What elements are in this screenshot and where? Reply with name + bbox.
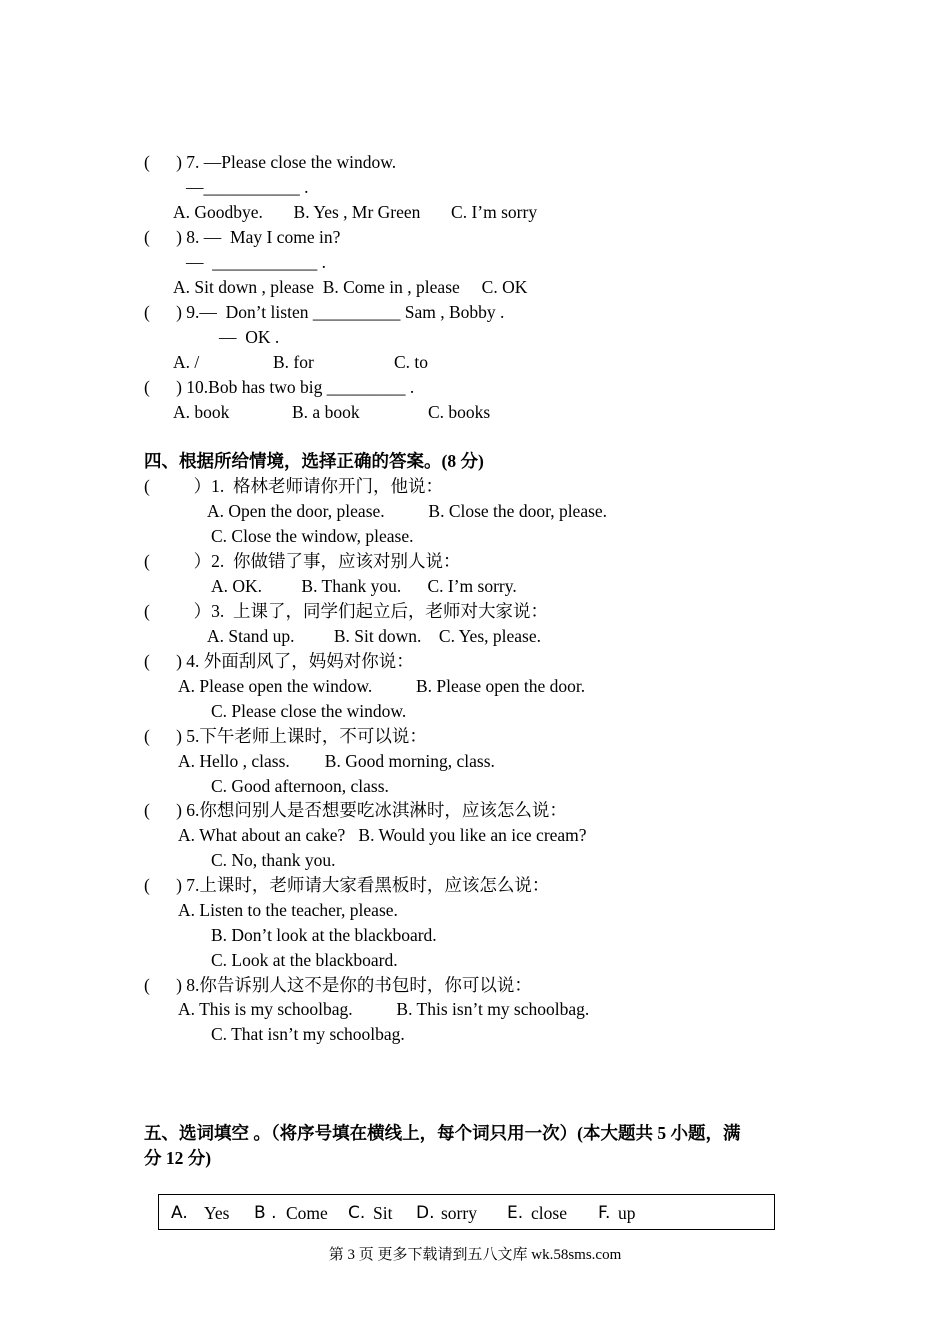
q3-9-option-b: B. for — [273, 352, 314, 372]
q4-7-option-b: B. Don’t look at the blackboard. — [211, 925, 437, 945]
q3-10-stem: ( ) 10.Bob has two big _________ . — [144, 377, 415, 397]
word-yes: Yes — [204, 1203, 230, 1223]
q3-9-reply: — OK . — [219, 327, 280, 347]
q4-5-option-c: C. Good afternoon, class. — [211, 776, 389, 796]
word-sorry: sorry — [441, 1203, 477, 1223]
q4-6-stem: ( ) 6.你想问别人是否想要吃冰淇淋时，应该怎么说： — [144, 800, 567, 820]
section5-heading-line2: 分 12 分) — [144, 1148, 212, 1168]
word-letter-b: B . — [254, 1203, 277, 1223]
q3-7-reply: —___________ . — [186, 177, 309, 197]
section5-heading-line1: 五、选词填空 。（将序号填在横线上，每个词只用一次）(本大题共 5 小题，满 — [144, 1123, 741, 1143]
q4-2-stem: ( ）2. 你做错了事，应该对别人说： — [144, 551, 461, 571]
q3-10-option-b: B. a book — [292, 402, 360, 422]
q4-3-stem: ( ）3. 上课了，同学们起立后，老师对大家说： — [144, 601, 548, 621]
word-letter-d: D. — [416, 1203, 435, 1223]
q4-1-options-ab: A. Open the door, please. B. Close the door, please. — [207, 501, 608, 521]
q4-4-options-ab: A. Please open the window. B. Please open the door. — [178, 676, 586, 696]
q3-9-option-a: A. / — [173, 352, 200, 372]
q4-7-option-a: A. Listen to the teacher, please. — [178, 900, 398, 920]
q4-5-options-ab: A. Hello , class. B. Good morning, class. — [178, 751, 495, 771]
q3-10-option-a: A. book — [173, 402, 230, 422]
word-letter-a: A. — [171, 1203, 188, 1223]
word-letter-f: F. — [598, 1203, 611, 1223]
q3-9-option-c: C. to — [394, 352, 429, 372]
q4-8-stem: ( ) 8.你告诉别人这不是你的书包时，你可以说： — [144, 975, 532, 995]
q3-9-stem: ( ) 9.— Don’t listen __________ Sam , Bobby . — [144, 302, 505, 322]
q3-7-stem: ( ) 7. —Please close the window. — [144, 152, 397, 172]
word-letter-c: C. — [348, 1203, 366, 1223]
q3-10-option-c: C. books — [428, 402, 491, 422]
q4-5-stem: ( ) 5.下午老师上课时，不可以说： — [144, 726, 427, 746]
q4-7-stem: ( ) 7.上课时，老师请大家看黑板时，应该怎么说： — [144, 875, 550, 895]
section4-heading: 四、根据所给情境，选择正确的答案。(8 分) — [144, 451, 484, 471]
q3-8-reply: — ____________ . — [186, 252, 326, 272]
q3-8-options: A. Sit down , please B. Come in , please C. OK — [173, 277, 528, 297]
q4-1-option-c: C. Close the window, please. — [211, 526, 414, 546]
q4-6-options-ab: A. What about an cake? B. Would you like an ice cream? — [178, 825, 587, 845]
q4-8-option-c: C. That isn’t my schoolbag. — [211, 1024, 405, 1044]
q3-7-options: A. Goodbye. B. Yes , Mr Green C. I’m sorry — [173, 202, 538, 222]
word-come: Come — [286, 1203, 328, 1223]
q4-4-stem: ( ) 4. 外面刮风了，妈妈对你说： — [144, 651, 414, 671]
q4-1-stem: ( ）1. 格林老师请你开门，他说： — [144, 476, 443, 496]
word-letter-e: E. — [507, 1203, 524, 1223]
q4-8-options-ab: A. This is my schoolbag. B. This isn’t my schoolbag. — [178, 999, 590, 1019]
q4-6-option-c: C. No, thank you. — [211, 850, 336, 870]
q3-8-stem: ( ) 8. — May I come in? — [144, 227, 341, 247]
q4-2-options: A. OK. B. Thank you. C. I’m sorry. — [211, 576, 517, 596]
word-bank-box — [158, 1194, 775, 1230]
q4-7-option-c: C. Look at the blackboard. — [211, 950, 398, 970]
word-close: close — [531, 1203, 567, 1223]
page-footer: 第 3 页 更多下载请到五八文库 wk.58sms.com — [328, 1247, 622, 1263]
q4-4-option-c: C. Please close the window. — [211, 701, 407, 721]
word-up: up — [618, 1203, 636, 1223]
word-sit: Sit — [373, 1203, 393, 1223]
q4-3-options: A. Stand up. B. Sit down. C. Yes, please. — [207, 626, 541, 646]
